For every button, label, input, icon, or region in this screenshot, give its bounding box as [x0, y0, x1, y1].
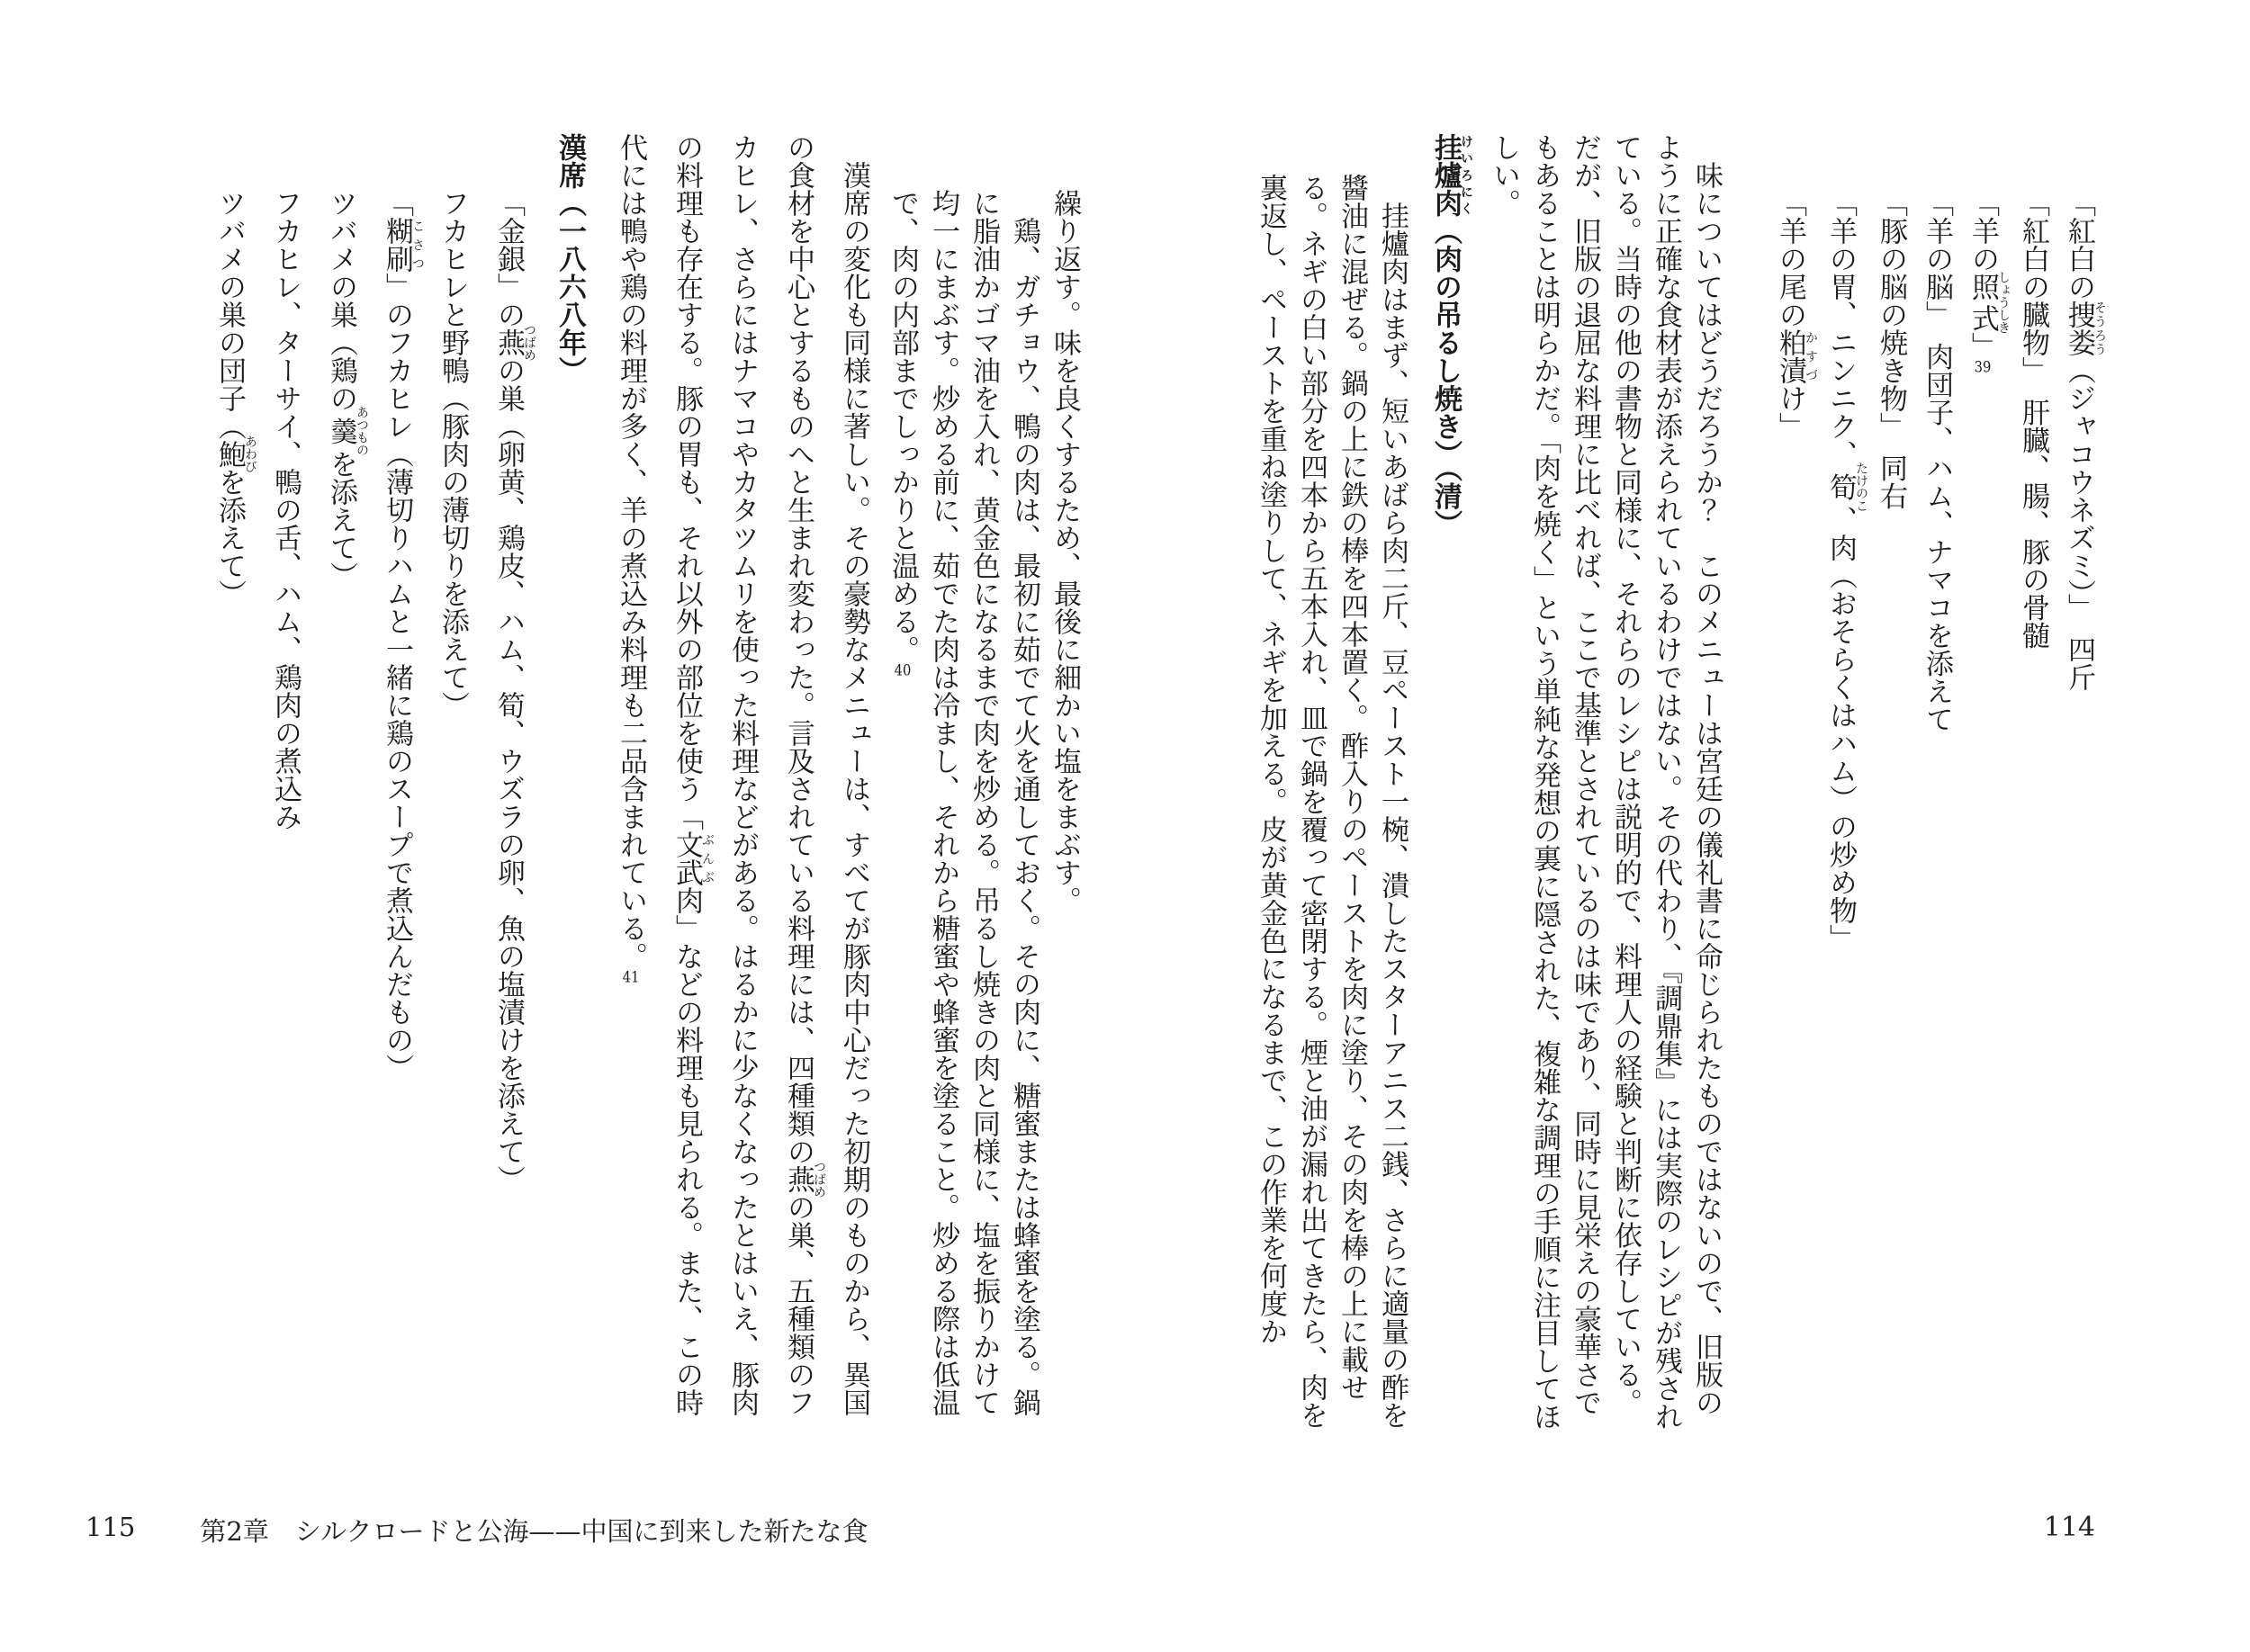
menu-item: 「羊の脳」 肉団子、ハム、ナマコを添えて [1921, 189, 1953, 733]
commentary-paragraph: 味についてはどうだろうか？ このメニューは宮廷の儀礼書に命じられたものではないので、旧版のように正確な食材表が添えられているわけではない。その代わり、『調鼎集』には実際のレシピが残されている。当時の他の書物と同様に、それらのレシピは説明的で、料理人の経験と判断に依存している。だが、旧版の退屈な料理に比べれば、ここで基準とされているのは味であり、同時に見栄えの豪華さでもあることは明らかだ。「肉を焼く」という単純な発想の裏に隠された、複雑な調理の手順に注目してほしい。 [1488, 133, 1723, 1431]
menu-item: フカヒレ、ターサイ、鴨の舌、ハム、鶏肉の煮込み [269, 189, 302, 830]
footnote-marker: 39 [1974, 360, 1992, 375]
menu-item: フカヒレと野鴨（豚肉の薄切りを添えて） [436, 189, 469, 719]
menu-item: 「紅白の捜娄そうろう（ジャコウネズミ）」 四斤 [2063, 189, 2107, 691]
menu-item: 「豚の脳の焼き物」 同右 [1875, 189, 1907, 510]
menu-item: ツバメの巣の団子（鮑あわびを添えて） [213, 189, 257, 607]
recipe-paragraph-poultry: 鶏、ガチョウ、鴨の肉は、最初に茹でて火を通しておく。その肉に、糖蜜または蜂蜜を塗る。鍋に脂油かゴマ油を入れ、黄金色になるまで肉を炒める。吊るし焼きの肉と同様に、塩を振りかけて均一にまぶす。炒める前に、茹でた肉は冷まし、それから糖蜜や蜂蜜を塗ること。炒める際は低温で、肉の内部までしっかりと温める。40 [886, 189, 1040, 1416]
menu-list-1864 [1767, 133, 2106, 1440]
menu-item: 「糊刷こさつ」のフカヒレ（薄切りハムと一緒に鶏のスープで煮込んだもの） [381, 189, 425, 1082]
menu-item: ツバメの巣（鶏の羹あつものを添えて） [325, 189, 369, 589]
recipe-heading-gualu-rou: 挂爐肉けいろにく（肉の吊るし焼き）（清） [1429, 133, 1473, 538]
menu-list-1868 [202, 133, 536, 1440]
page-115-text [40, 133, 1084, 1440]
page-114-text [1170, 133, 2106, 1440]
menu-item: 「羊の胃、ニンニク、筍たけのこ、肉（おそらくはハム）の炒め物」 [1824, 189, 1868, 952]
footnote-marker: 41 [622, 970, 640, 985]
hanxi-paragraph: 漢席の変化も同様に著しい。その豪勢なメニューは、すべてが豚肉中心だった初期のものから、異国の食材を中心とするものへと生まれ変わった。言及されている料理には、四種類の燕つばめの巣、五種類のフカヒレ、さらにはナマコやカタツムリを使った料理などがある。はるかに少なくなったとはいえ、豚肉の料理も存在する。豚の胃も、それ以外の部位を使う「文武ぶんぶ肉」などの料理も見られる。また、この時代には鴨や鶏の料理が多く、羊の煮込み料理も二品含まれている。41 [615, 133, 870, 1416]
running-footer [86, 1512, 868, 1549]
page-number-114: 114 [2043, 1512, 2095, 1543]
recipe-paragraph: 挂爐肉はまず、短いあばら肉二斤、豆ペースト一椀、潰したスターアニス二銭、さらに適量の酢を醬油に混ぜる。鍋の上に鉄の棒を四本置く。酢入りのペーストを肉に塗り、その肉を棒の上に載せる。ネギの白い部分を四本から五本入れ、皿で鍋を覆って密閉する。煙と油が漏れ出てきたら、肉を裏返し、ペーストを重ね塗りして、ネギを加える。皮が黄金色になるまで、この作業を何度か [1255, 174, 1408, 1429]
menu-heading-hanxi-1868: 漢席（一八六八年） [554, 133, 586, 384]
page-number-115: 115 [86, 1512, 136, 1542]
menu-item: 「羊の照式しょうしき」39 [1966, 189, 2011, 375]
menu-item: 「羊の尾の粕漬かすづけ」 [1774, 189, 1818, 440]
recipe-block-continued [882, 133, 1084, 1440]
chapter-title: 第2章 シルクロードと公海——中国に到来した新たな食 [200, 1516, 868, 1547]
recipe-paragraph-continued: 繰り返す。味を良くするため、最後に細かい塩をまぶす。 [1048, 189, 1081, 914]
menu-item: 「紅白の臓物」 肝臓、腸、豚の骨髄 [2017, 189, 2049, 650]
menu-item: 「金銀」の燕つばめの巣（卵黄、鶏皮、ハム、筍、ウズラの卵、魚の塩漬けを添えて） [492, 189, 536, 1193]
recipe-block [1250, 133, 1412, 1440]
footnote-marker: 40 [894, 663, 912, 678]
